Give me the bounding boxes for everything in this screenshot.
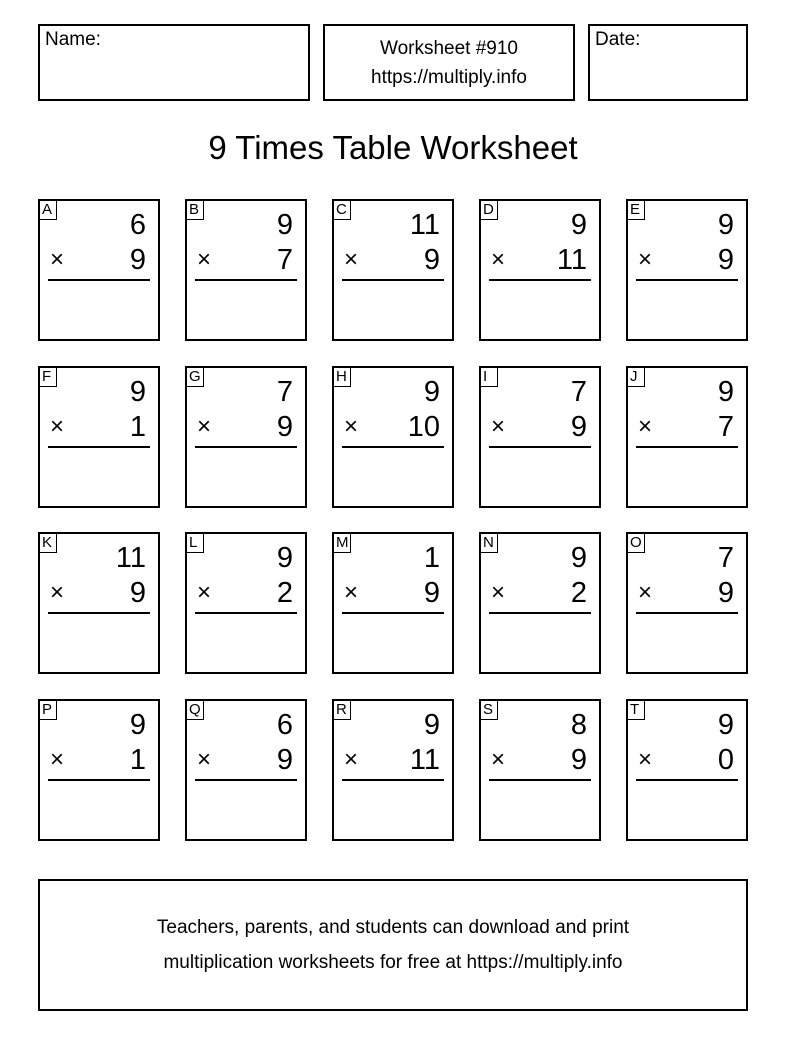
multiplicand: 6 bbox=[276, 709, 293, 741]
answer-line bbox=[489, 612, 591, 614]
problem-letter: K bbox=[39, 533, 57, 553]
multiply-sign: × bbox=[344, 413, 359, 440]
multiplier: 2 bbox=[570, 577, 587, 609]
problem-card bbox=[38, 366, 160, 508]
problem-card bbox=[626, 366, 748, 508]
multiply-sign: × bbox=[50, 413, 65, 440]
answer-line bbox=[195, 779, 297, 781]
name-label: Name: bbox=[45, 29, 101, 50]
multiplicand: 9 bbox=[423, 709, 440, 741]
multiplier: 11 bbox=[556, 244, 587, 276]
multiplicand: 9 bbox=[570, 209, 587, 241]
multiply-sign: × bbox=[491, 413, 506, 440]
multiplier: 9 bbox=[276, 411, 293, 443]
multiplicand: 7 bbox=[276, 376, 293, 408]
problem-card bbox=[479, 699, 601, 841]
multiplicand: 9 bbox=[423, 376, 440, 408]
problem-card bbox=[185, 699, 307, 841]
problem-letter: J bbox=[627, 367, 645, 387]
multiply-sign: × bbox=[197, 579, 212, 606]
problem-letter: G bbox=[186, 367, 204, 387]
multiply-sign: × bbox=[197, 746, 212, 773]
multiplicand: 7 bbox=[717, 542, 734, 574]
multiplicand: 9 bbox=[717, 209, 734, 241]
problem-letter: I bbox=[480, 367, 498, 387]
multiplicand: 9 bbox=[717, 376, 734, 408]
multiplier: 9 bbox=[129, 244, 146, 276]
problem-letter: R bbox=[333, 700, 351, 720]
multiplier: 0 bbox=[717, 744, 734, 776]
multiplicand: 9 bbox=[276, 209, 293, 241]
multiplier: 9 bbox=[717, 244, 734, 276]
problem-letter: S bbox=[480, 700, 498, 720]
answer-line bbox=[636, 779, 738, 781]
multiplicand: 11 bbox=[409, 209, 440, 241]
answer-line bbox=[342, 279, 444, 281]
multiplier: 11 bbox=[409, 744, 440, 776]
problem-card bbox=[185, 532, 307, 674]
multiplier: 1 bbox=[129, 744, 146, 776]
multiply-sign: × bbox=[638, 413, 653, 440]
problem-card bbox=[38, 532, 160, 674]
answer-line bbox=[342, 779, 444, 781]
multiply-sign: × bbox=[638, 579, 653, 606]
multiply-sign: × bbox=[344, 579, 359, 606]
multiply-sign: × bbox=[50, 246, 65, 273]
multiplier: 7 bbox=[276, 244, 293, 276]
multiplier: 9 bbox=[129, 577, 146, 609]
answer-line bbox=[489, 279, 591, 281]
multiplier: 9 bbox=[717, 577, 734, 609]
multiplier: 7 bbox=[717, 411, 734, 443]
problem-card bbox=[185, 366, 307, 508]
problem-letter: F bbox=[39, 367, 57, 387]
answer-line bbox=[48, 779, 150, 781]
multiply-sign: × bbox=[50, 579, 65, 606]
website-url: https://multiply.info bbox=[371, 67, 527, 88]
multiplier: 10 bbox=[407, 411, 440, 443]
problem-card bbox=[332, 366, 454, 508]
problem-card bbox=[626, 699, 748, 841]
multiply-sign: × bbox=[344, 246, 359, 273]
multiply-sign: × bbox=[638, 246, 653, 273]
problem-letter: P bbox=[39, 700, 57, 720]
name-box bbox=[38, 24, 310, 101]
multiplicand: 9 bbox=[129, 709, 146, 741]
problem-letter: D bbox=[480, 200, 498, 220]
multiplier: 9 bbox=[423, 244, 440, 276]
problem-card bbox=[332, 532, 454, 674]
multiplier: 1 bbox=[129, 411, 146, 443]
answer-line bbox=[48, 279, 150, 281]
problem-card bbox=[332, 699, 454, 841]
multiplier: 2 bbox=[276, 577, 293, 609]
multiply-sign: × bbox=[197, 246, 212, 273]
problem-card bbox=[479, 366, 601, 508]
problem-letter: H bbox=[333, 367, 351, 387]
multiplicand: 7 bbox=[570, 376, 587, 408]
answer-line bbox=[489, 779, 591, 781]
multiplier: 9 bbox=[570, 744, 587, 776]
problem-letter: T bbox=[627, 700, 645, 720]
problem-card bbox=[185, 199, 307, 341]
answer-line bbox=[195, 279, 297, 281]
footer-line-1: Teachers, parents, and students can download and print bbox=[156, 917, 630, 938]
date-box bbox=[588, 24, 748, 101]
multiplicand: 9 bbox=[717, 709, 734, 741]
multiply-sign: × bbox=[491, 579, 506, 606]
footer-box bbox=[38, 879, 748, 1011]
multiplier: 9 bbox=[423, 577, 440, 609]
answer-line bbox=[195, 446, 297, 448]
problem-card bbox=[479, 199, 601, 341]
worksheet-info-box bbox=[323, 24, 575, 101]
answer-line bbox=[636, 446, 738, 448]
answer-line bbox=[48, 446, 150, 448]
multiply-sign: × bbox=[344, 746, 359, 773]
problem-letter: A bbox=[39, 200, 57, 220]
answer-line bbox=[342, 612, 444, 614]
answer-line bbox=[636, 279, 738, 281]
multiplicand: 11 bbox=[115, 542, 146, 574]
problem-letter: O bbox=[627, 533, 645, 553]
problem-card bbox=[332, 199, 454, 341]
problem-letter: L bbox=[186, 533, 204, 553]
multiply-sign: × bbox=[491, 746, 506, 773]
multiply-sign: × bbox=[197, 413, 212, 440]
answer-line bbox=[342, 446, 444, 448]
multiplier: 9 bbox=[570, 411, 587, 443]
multiplicand: 6 bbox=[129, 209, 146, 241]
answer-line bbox=[48, 612, 150, 614]
problem-card bbox=[38, 199, 160, 341]
problem-letter: C bbox=[333, 200, 351, 220]
problem-letter: B bbox=[186, 200, 204, 220]
date-label: Date: bbox=[595, 29, 641, 50]
problem-letter: Q bbox=[186, 700, 204, 720]
answer-line bbox=[489, 446, 591, 448]
answer-line bbox=[636, 612, 738, 614]
worksheet-number: Worksheet #910 bbox=[379, 38, 518, 59]
problem-card bbox=[626, 532, 748, 674]
problem-letter: M bbox=[333, 533, 351, 553]
answer-line bbox=[195, 612, 297, 614]
multiplicand: 9 bbox=[276, 542, 293, 574]
multiply-sign: × bbox=[50, 746, 65, 773]
multiplicand: 9 bbox=[570, 542, 587, 574]
problem-letter: N bbox=[480, 533, 498, 553]
problem-card bbox=[479, 532, 601, 674]
problem-card bbox=[38, 699, 160, 841]
multiplicand: 8 bbox=[570, 709, 587, 741]
multiply-sign: × bbox=[491, 246, 506, 273]
multiply-sign: × bbox=[638, 746, 653, 773]
footer-line-2: multiplication worksheets for free at https://multiply.info bbox=[163, 952, 623, 973]
problem-letter: E bbox=[627, 200, 645, 220]
multiplier: 9 bbox=[276, 744, 293, 776]
multiplicand: 1 bbox=[423, 542, 440, 574]
problem-card bbox=[626, 199, 748, 341]
page-title: 9 Times Table Worksheet bbox=[208, 129, 578, 166]
multiplicand: 9 bbox=[129, 376, 146, 408]
